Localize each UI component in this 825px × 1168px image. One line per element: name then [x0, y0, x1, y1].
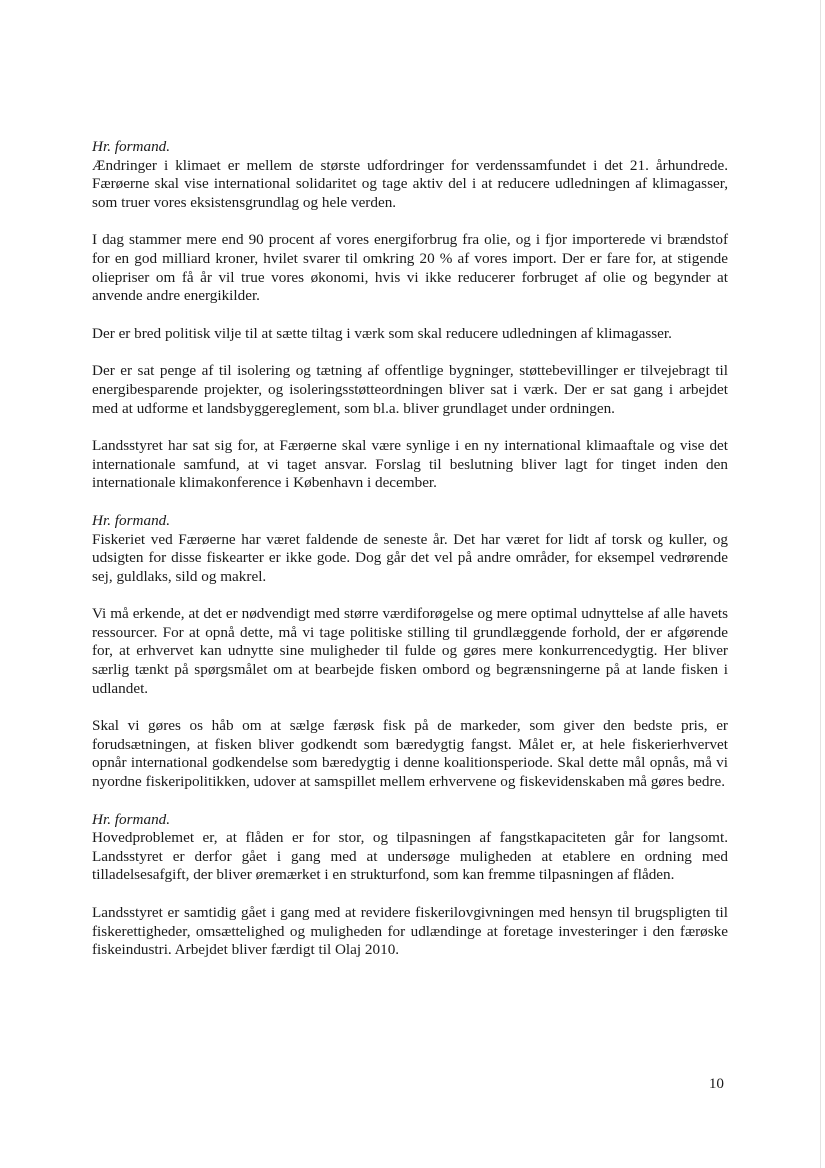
section-climate [92, 138, 728, 493]
paragraph: Fiskeriet ved Færøerne har været faldende de seneste år. Det har været for lidt af torsk og kuller, og udsigten for disse fiskearter er ikke gode. Dog går det vel på andre områder, for eksempel vedrørende sej, guldlaks, sild og makrel. [92, 530, 728, 585]
paragraph: Landsstyret er samtidig gået i gang med at revidere fiskerilovgivningen med hensyn til brugspligten til fiskerettigheder, omsættelighed og muligheden for udlændinge at foretage investeringer i den færøske fiskeindustri. Arbejdet bliver færdigt til Olaj 2010. [92, 904, 728, 959]
paragraph: Vi må erkende, at det er nødvendigt med større værdiforøgelse og mere optimal udnyttelse af alle havets ressourcer. For at opnå dette, må vi tage politiske stilling til grundlæggende forhold, der er afgørende for, at erhvervet kan udnytte sine muligheder til fulde og gøres mere konkurrencedygtig. Her bliver særlig tænkt på spørgsmålet om at bearbejde fisken ombord og begrænsningerne på at lande fisken i udlandet. [92, 605, 728, 697]
section-fisheries [92, 512, 728, 792]
document-body [92, 138, 728, 960]
page-number: 10 [708, 1075, 724, 1092]
section-heading: Hr. formand. [92, 810, 171, 828]
paragraph: Ændringer i klimaet er mellem de største udfordringer for verdenssamfundet i det 21. århundrede. Færøerne skal vise international solidaritet og tage aktiv del i at reducere udledningen af klimagasser, som truer vores eksistensgrundlag og hele verden. [92, 156, 728, 211]
section-heading: Hr. formand. [92, 511, 171, 529]
paragraph: Der er sat penge af til isolering og tætning af offentlige bygninger, støttebevillinger er tilvejebragt til energibesparende projekter, og isoleringsstøtteordningen bliver sat i værk. Der er sat gang i arbejdet med at udforme et landsbyggereglement, som bl.a. bliver grundlaget under ordningen. [92, 362, 728, 417]
paragraph: Hovedproblemet er, at flåden er for stor, og tilpasningen af fangstkapaciteten går for langsomt. Landsstyret er derfor gået i gang med at undersøge muligheden at etablere en ordning med tilladelsesafgift, der bliver øremærket i en strukturfond, som kan fremme tilpasningen af flåden. [92, 829, 728, 884]
paragraph: Der er bred politisk vilje til at sætte tiltag i værk som skal reducere udledningen af klimagasser. [92, 324, 672, 342]
section-heading: Hr. formand. [92, 138, 171, 155]
paragraph: I dag stammer mere end 90 procent af vores energiforbrug fra olie, og i fjor importerede vi brændstof for en god milliard kroner, hvilet svarer til omkring 20 % af vores import. Der er fare for, at stigende oliepriser om få år vil true vores økonomi, hvis vi ikke reducerer forbruget af olie og begynder at anvende andre energikilder. [92, 231, 728, 305]
paragraph: Skal vi gøres os håb om at sælge færøsk fisk på de markeder, som giver den bedste pris, er forudsætningen, at fisken bliver godkendt som bæredygtig fangst. Målet er, at hele fiskerierhvervet opnår international godkendelse som bæredygtig i denne koalitionsperiode. Skal dette mål opnås, må vi nyordne fiskeripolitikken, udover at samspillet mellem erhvervene og fiskevidenskaben må gøres bedre. [92, 717, 728, 791]
scan-edge-line [820, 0, 821, 1168]
paragraph: Landsstyret har sat sig for, at Færøerne skal være synlige i en ny international klimaaftale og vise det internationale samfund, at vi taget ansvar. Forslag til beslutning bliver lagt for tinget inden den internationale klimakonference i København i december. [92, 437, 728, 492]
section-fleet [92, 811, 728, 960]
